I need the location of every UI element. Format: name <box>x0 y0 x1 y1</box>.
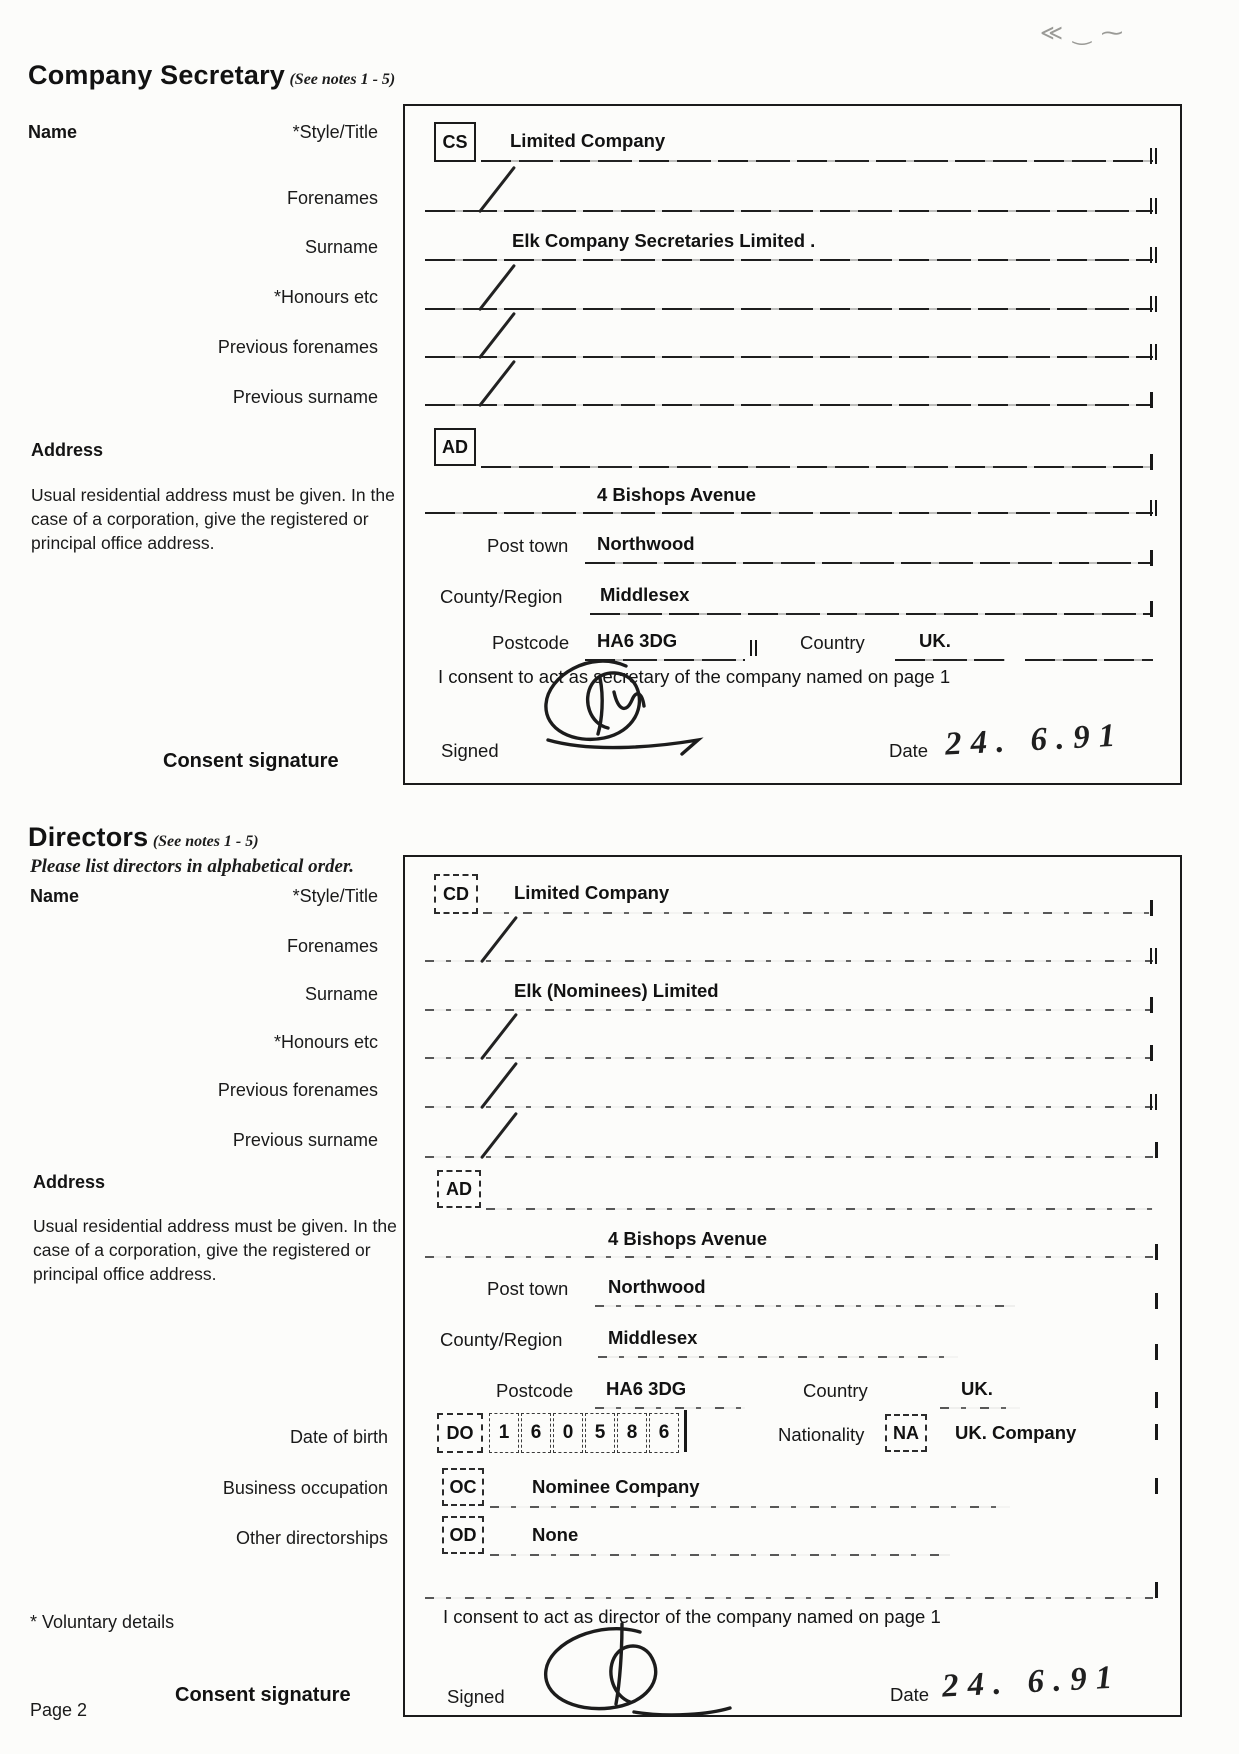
line-end-tick <box>1155 1424 1158 1440</box>
directors-occupation-label: Business occupation <box>222 1478 388 1498</box>
directors-date-value: 24. 6.91 <box>941 1659 1123 1705</box>
secretary-previous-forenames-label: Previous forenames <box>217 337 378 357</box>
postcode-end-tick <box>750 640 757 656</box>
directors-country-label: Country <box>803 1380 868 1401</box>
company-secretary-heading <box>28 60 395 91</box>
secretary-style-title-line <box>481 160 1153 162</box>
secretary-address-line-2-value: 4 Bishops Avenue <box>597 484 757 505</box>
dob-end-bracket <box>684 1410 687 1452</box>
company-secretary-title: Company Secretary <box>28 60 286 90</box>
directors-heading <box>28 822 259 853</box>
directors-post-town-line <box>595 1305 1015 1307</box>
secretary-address-line-1 <box>481 466 1153 468</box>
line-end-tick <box>1150 948 1157 964</box>
secretary-honours-line <box>425 308 1153 310</box>
directors-name-label: Name <box>30 886 80 906</box>
line-end-tick <box>1150 601 1153 617</box>
directors-nationality-value: UK. Company <box>955 1422 1077 1443</box>
directors-do-tag: DO <box>437 1413 483 1453</box>
secretary-postcode-label: Postcode <box>492 632 570 653</box>
directors-date-label: Date <box>890 1684 930 1705</box>
line-end-tick <box>1155 1582 1158 1598</box>
directors-address-label: Address <box>33 1172 106 1192</box>
secretary-surname-line <box>425 259 1153 261</box>
company-secretary-title-note: (See notes 1 - 5) <box>289 71 396 88</box>
secretary-country-line <box>895 659 1005 661</box>
secretary-county-value: Middlesex <box>600 584 690 605</box>
line-end-tick <box>1155 1392 1158 1408</box>
line-end-tick <box>1150 550 1153 566</box>
line-end-tick <box>1155 1244 1158 1260</box>
line-end-tick <box>1150 454 1153 470</box>
directors-dob-label: Date of birth <box>289 1427 388 1447</box>
directors-postcode-line <box>595 1407 745 1409</box>
line-end-tick <box>1150 500 1157 516</box>
directors-previous-forenames-label: Previous forenames <box>217 1080 378 1100</box>
directors-od-tag: OD <box>442 1516 484 1554</box>
dob-digit-cells <box>489 1413 681 1453</box>
line-end-tick <box>1150 247 1157 263</box>
line-end-tick <box>1150 1045 1153 1061</box>
secretary-previous-surname-line <box>425 404 1153 406</box>
secretary-address-label: Address <box>31 440 104 460</box>
directors-nationality-label: Nationality <box>778 1424 865 1445</box>
secretary-signed-label: Signed <box>441 740 499 761</box>
secretary-forenames-line <box>425 210 1153 212</box>
directors-style-title-line <box>483 912 1153 914</box>
directors-address-line-2 <box>425 1256 1153 1258</box>
directors-instruction: Please list directors in alphabetical order. <box>30 856 355 877</box>
directors-forenames-line <box>425 960 1153 962</box>
secretary-address-line-2 <box>425 512 1153 514</box>
secretary-country-label: Country <box>800 632 865 653</box>
directors-country-line <box>940 1407 1020 1409</box>
directors-other-directorships-line <box>490 1554 950 1556</box>
directors-signed-label: Signed <box>447 1686 505 1707</box>
page-number-label: Page 2 <box>30 1700 88 1720</box>
directors-honours-line <box>425 1057 1153 1059</box>
directors-county-line <box>598 1356 958 1358</box>
dob-digit: 6 <box>649 1413 679 1453</box>
directors-na-tag: NA <box>885 1414 927 1452</box>
directors-style-title-value: Limited Company <box>514 882 670 903</box>
secretary-consent-signature-label: Consent signature <box>163 750 339 772</box>
line-end-tick <box>1155 1293 1158 1309</box>
line-end-tick <box>1155 1142 1158 1158</box>
directors-previous-forenames-line <box>425 1106 1153 1108</box>
directors-address-line-2-value: 4 Bishops Avenue <box>608 1228 768 1249</box>
secretary-date-label: Date <box>889 740 929 761</box>
directors-other-directorships-label: Other directorships <box>235 1528 388 1548</box>
secretary-post-town-line <box>585 562 1153 564</box>
secretary-previous-forenames-line <box>425 356 1153 358</box>
directors-surname-line <box>425 1009 1153 1011</box>
directors-postcode-label: Postcode <box>496 1380 574 1401</box>
line-end-tick <box>1150 198 1157 214</box>
secretary-post-town-value: Northwood <box>597 533 695 554</box>
dob-digit: 6 <box>521 1413 551 1453</box>
directors-occupation-value: Nominee Company <box>532 1476 700 1497</box>
secretary-previous-surname-label: Previous surname <box>232 387 378 407</box>
line-end-tick <box>1155 1478 1158 1494</box>
directors-oc-tag: OC <box>442 1468 484 1506</box>
directors-previous-surname-line <box>425 1156 1153 1158</box>
directors-previous-surname-label: Previous surname <box>232 1130 378 1150</box>
directors-county-value: Middlesex <box>608 1327 698 1348</box>
directors-county-label: County/Region <box>440 1329 563 1350</box>
directors-honours-label: *Honours etc <box>273 1032 378 1052</box>
secretary-postcode-value: HA6 3DG <box>597 630 678 651</box>
secretary-country-line-extra <box>1025 659 1153 661</box>
secretary-signature <box>530 648 730 768</box>
secretary-forenames-label: Forenames <box>286 188 378 208</box>
directors-surname-label: Surname <box>304 984 378 1004</box>
line-end-tick <box>1150 900 1153 916</box>
directors-consent-signature-label: Consent signature <box>175 1684 351 1706</box>
directors-forenames-label: Forenames <box>286 936 378 956</box>
directors-style-title-label: *Style/Title <box>292 886 378 906</box>
directors-title-note: (See notes 1 - 5) <box>152 833 259 850</box>
line-end-tick <box>1150 296 1157 312</box>
secretary-surname-label: Surname <box>304 237 378 257</box>
secretary-date-value: 24. 6.91 <box>944 717 1126 763</box>
dob-digit: 1 <box>489 1413 519 1453</box>
directors-blank-line <box>425 1597 1153 1599</box>
dob-digit: 0 <box>553 1413 583 1453</box>
line-end-tick <box>1150 344 1157 360</box>
line-end-tick <box>1150 148 1157 164</box>
directors-post-town-label: Post town <box>487 1278 569 1299</box>
directors-consent-statement: I consent to act as director of the company named on page 1 <box>443 1606 941 1627</box>
directors-country-value: UK. <box>961 1378 993 1399</box>
directors-address-note: Usual residential address must be given. In the case of a corporation, give the registered or principal office address. <box>33 1216 397 1285</box>
secretary-style-title-value: Limited Company <box>510 130 666 151</box>
secretary-style-title-label: *Style/Title <box>292 122 378 142</box>
directors-title: Directors <box>28 822 149 852</box>
secretary-country-value: UK. <box>919 630 951 651</box>
secretary-surname-value: Elk Company Secretaries Limited . <box>512 230 816 251</box>
directors-ad-tag: AD <box>437 1170 481 1208</box>
dob-digit: 8 <box>617 1413 647 1453</box>
director-signature <box>530 1616 740 1726</box>
directors-cd-tag: CD <box>434 874 478 914</box>
directors-other-directorships-value: None <box>532 1524 579 1545</box>
directors-surname-value: Elk (Nominees) Limited <box>514 980 719 1001</box>
line-end-tick <box>1150 1094 1157 1110</box>
secretary-cs-tag: CS <box>434 122 476 162</box>
secretary-post-town-label: Post town <box>487 535 569 556</box>
secretary-name-label: Name <box>28 122 78 142</box>
directors-post-town-value: Northwood <box>608 1276 706 1297</box>
directors-occupation-line <box>490 1506 1010 1508</box>
line-end-tick <box>1155 1344 1158 1360</box>
line-end-tick <box>1150 997 1153 1013</box>
line-end-tick <box>1150 392 1153 408</box>
directors-address-line-1 <box>486 1208 1153 1210</box>
dob-digit: 5 <box>585 1413 615 1453</box>
secretary-ad-tag: AD <box>434 428 476 466</box>
secretary-consent-statement: I consent to act as secretary of the company named on page 1 <box>438 666 951 687</box>
voluntary-details-label: * Voluntary details <box>30 1612 175 1632</box>
secretary-county-line <box>590 613 1153 615</box>
secretary-county-label: County/Region <box>440 586 563 607</box>
secretary-honours-label: *Honours etc <box>273 287 378 307</box>
scan-artifact: ≪ ‿ ⁓ <box>1040 20 1125 45</box>
secretary-address-note: Usual residential address must be given. In the case of a corporation, give the registered or principal office address. <box>31 485 395 554</box>
directors-postcode-value: HA6 3DG <box>606 1378 687 1399</box>
